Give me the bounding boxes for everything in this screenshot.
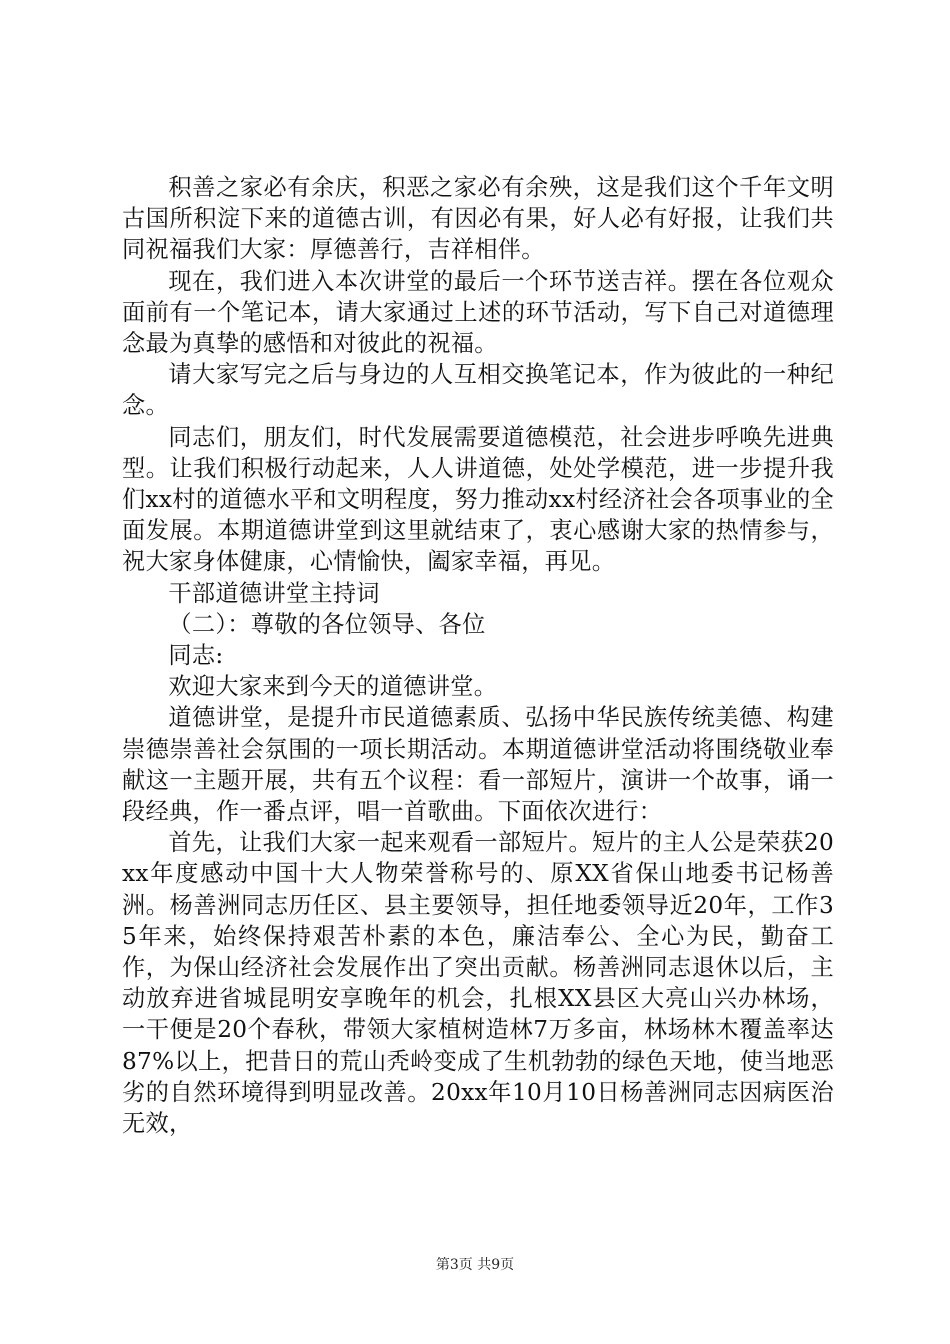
paragraph-10: 首先，让我们大家一起来观看一部短片。短片的主人公是荣获20xx年度感动中国十大人物荣誉称号的、原XX省保山地委书记杨善洲。杨善洲同志历任区、县主要领导，担任地委领导近20年，工作35年来，始终保持艰苦朴素的本色，廉洁奉公、全心为民，勤奋工作，为保山经济社会发展作出了突出贡献。杨善洲同志退休以后，主动放弃进省城昆明安享晚年的机会，扎根XX县区大亮山兴办林场，一干便是20个春秋，带领大家植树造林7万多亩，林场林木覆盖率达87%以上，把昔日的荒山秃岭变成了生机勃勃的绿色天地，使当地恶劣的自然环境得到明显改善。20xx年10月10日杨善洲同志因病医治无效， [122, 829, 834, 1138]
welcome-line: 欢迎大家来到今天的道德讲堂。 [168, 673, 498, 701]
body-text [122, 172, 834, 1139]
page-footer: 第3页 共9页 [435, 1257, 515, 1273]
paragraph-1: 积善之家必有余庆，积恶之家必有余殃，这是我们这个千年文明古国所积淀下来的道德古训，有因必有果，好人必有好报，让我们共同祝福我们大家：厚德善行，吉祥相伴。 [122, 174, 834, 264]
section-subtitle: （二）：尊敬的各位领导、各位 [168, 610, 486, 638]
paragraph-4: 同志们，朋友们，时代发展需要道德模范，社会进步呼唤先进典型。让我们积极行动起来，人人讲道德，处处学模范，进一步提升我们xx村的道德水平和文明程度，努力推动xx村经济社会各项事业的全面发展。本期道德讲堂到这里就结束了，衷心感谢大家的热情参与，祝大家身体健康，心情愉快，阖家幸福，再见。 [122, 423, 834, 576]
paragraph-2: 现在，我们进入本次讲堂的最后一个环节送吉祥。摆在各位观众面前有一个笔记本，请大家通过上述的环节活动，写下自己对道德理念最为真挚的感悟和对彼此的祝福。 [122, 267, 834, 358]
section-title: 干部道德讲堂主持词 [168, 579, 380, 607]
paragraph-9: 道德讲堂，是提升市民道德素质、弘扬中华民族传统美德、构建崇德崇善社会氛围的一项长期活动。本期道德讲堂活动将围绕敬业奉献这一主题开展，共有五个议程：看一部短片，演讲一个故事，诵一段经典，作一番点评，唱一首歌曲。下面依次进行： [122, 704, 834, 826]
paragraph-3: 请大家写完之后与身边的人互相交换笔记本，作为彼此的一种纪念。 [122, 361, 834, 420]
salutation: 同志: [168, 642, 224, 670]
